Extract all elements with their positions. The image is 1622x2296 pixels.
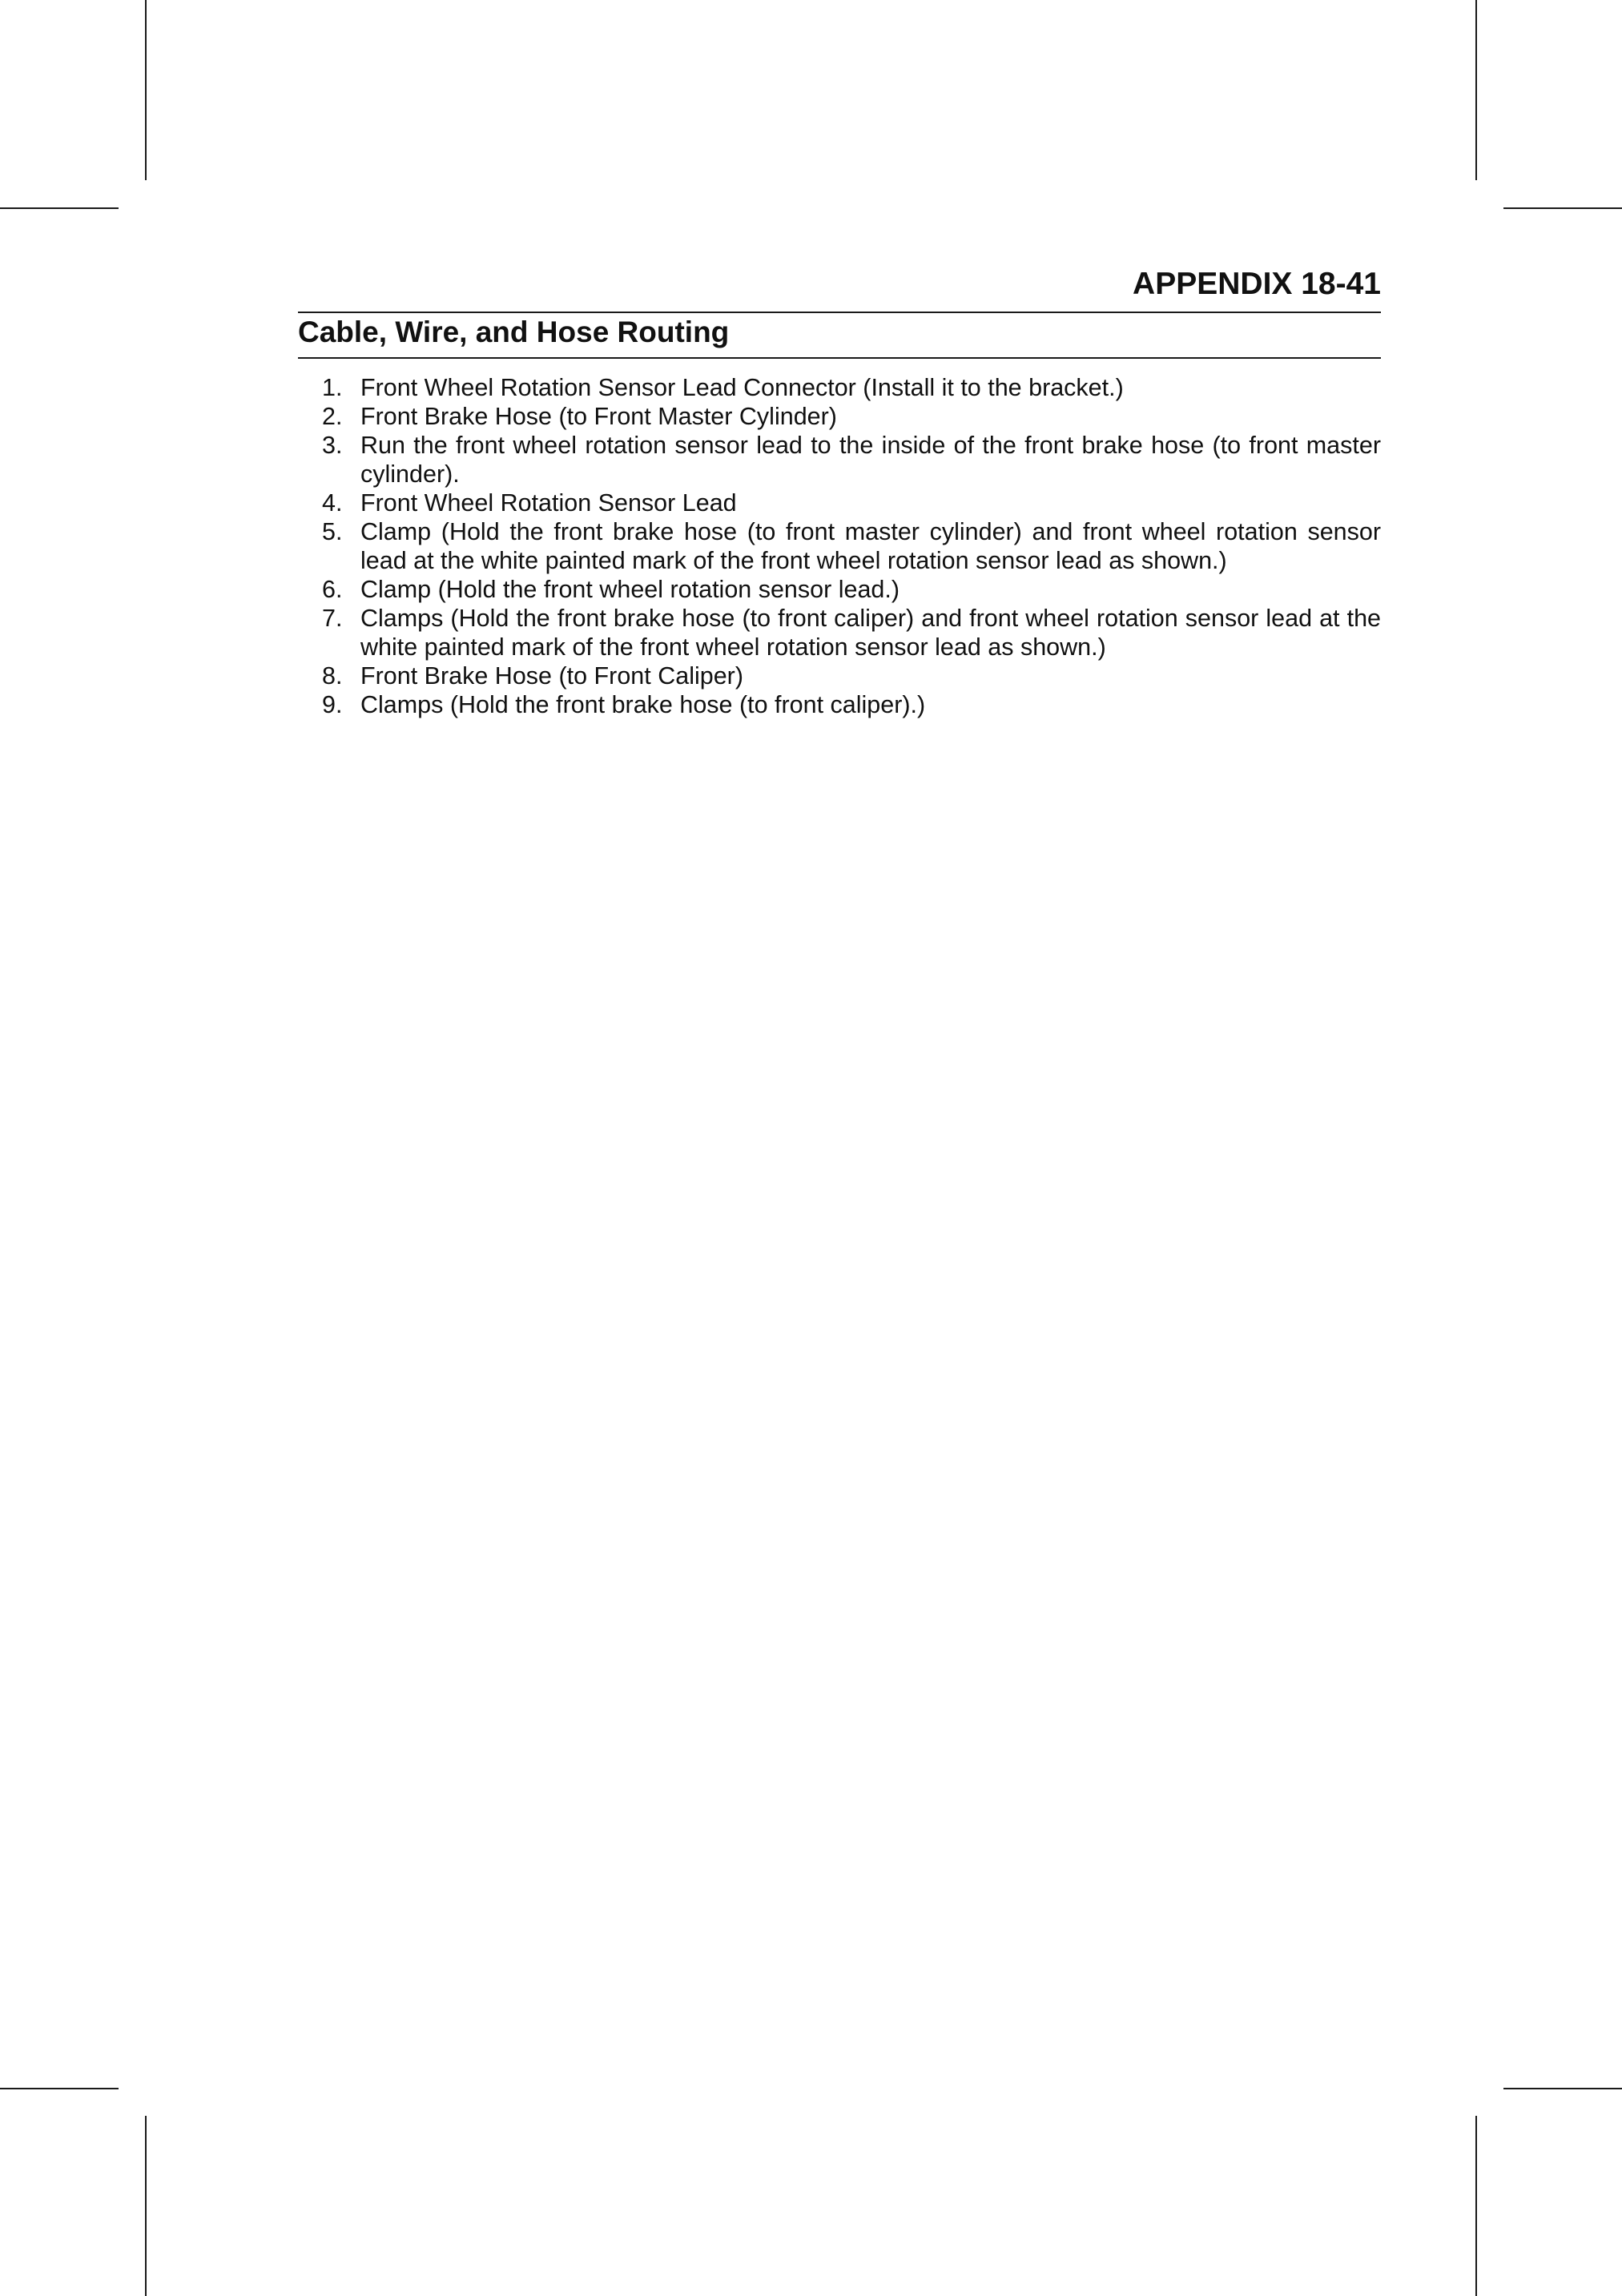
crop-mark-top-left-horizontal bbox=[0, 207, 119, 209]
item-number: 7. bbox=[322, 605, 343, 632]
crop-mark-top-right-vertical bbox=[1475, 0, 1477, 180]
item-number: 1. bbox=[322, 374, 343, 401]
item-text: Clamp (Hold the front wheel rotation sensor lead.) bbox=[360, 576, 900, 603]
item-number: 2. bbox=[322, 403, 343, 430]
list-item bbox=[322, 373, 1381, 402]
item-number: 6. bbox=[322, 576, 343, 603]
section-title-rule bbox=[298, 357, 1381, 359]
item-text: Front Wheel Rotation Sensor Lead bbox=[360, 489, 737, 517]
list-item bbox=[322, 431, 1381, 489]
item-text: Front Brake Hose (to Front Master Cylinder) bbox=[360, 403, 837, 430]
item-text: Run the front wheel rotation sensor lead to the inside of the front brake hose (to front master cylinder). bbox=[360, 432, 1381, 488]
item-number: 8. bbox=[322, 662, 343, 690]
item-text: Clamps (Hold the front brake hose (to front caliper) and front wheel rotation sensor lead at the white painted mark of the front wheel rotation sensor lead as shown.) bbox=[360, 605, 1381, 661]
list-item bbox=[322, 575, 1381, 604]
crop-mark-bottom-left-horizontal bbox=[0, 2088, 119, 2089]
list-item bbox=[322, 661, 1381, 690]
list-item bbox=[322, 604, 1381, 661]
running-head: APPENDIX 18-41 bbox=[1133, 267, 1381, 301]
item-number: 5. bbox=[322, 518, 343, 545]
item-number: 9. bbox=[322, 691, 343, 718]
item-text: Front Brake Hose (to Front Caliper) bbox=[360, 662, 743, 690]
item-number: 3. bbox=[322, 432, 343, 459]
section-title: Cable, Wire, and Hose Routing bbox=[298, 316, 730, 348]
crop-mark-bottom-right-vertical bbox=[1475, 2116, 1477, 2296]
item-text: Clamps (Hold the front brake hose (to front caliper).) bbox=[360, 691, 926, 718]
list-item bbox=[322, 690, 1381, 719]
list-item bbox=[322, 489, 1381, 517]
item-text: Front Wheel Rotation Sensor Lead Connector (Install it to the bracket.) bbox=[360, 374, 1124, 401]
legend-list bbox=[322, 373, 1381, 719]
list-item bbox=[322, 517, 1381, 575]
crop-mark-top-left-vertical bbox=[145, 0, 147, 180]
item-text: Clamp (Hold the front brake hose (to front master cylinder) and front wheel rotation sensor lead at the white painted mark of the front wheel rotation sensor lead as shown.) bbox=[360, 518, 1381, 574]
crop-mark-bottom-right-horizontal bbox=[1503, 2088, 1622, 2089]
crop-mark-bottom-left-vertical bbox=[145, 2116, 147, 2296]
crop-mark-top-right-horizontal bbox=[1503, 207, 1622, 209]
item-number: 4. bbox=[322, 489, 343, 517]
list-item bbox=[322, 402, 1381, 431]
